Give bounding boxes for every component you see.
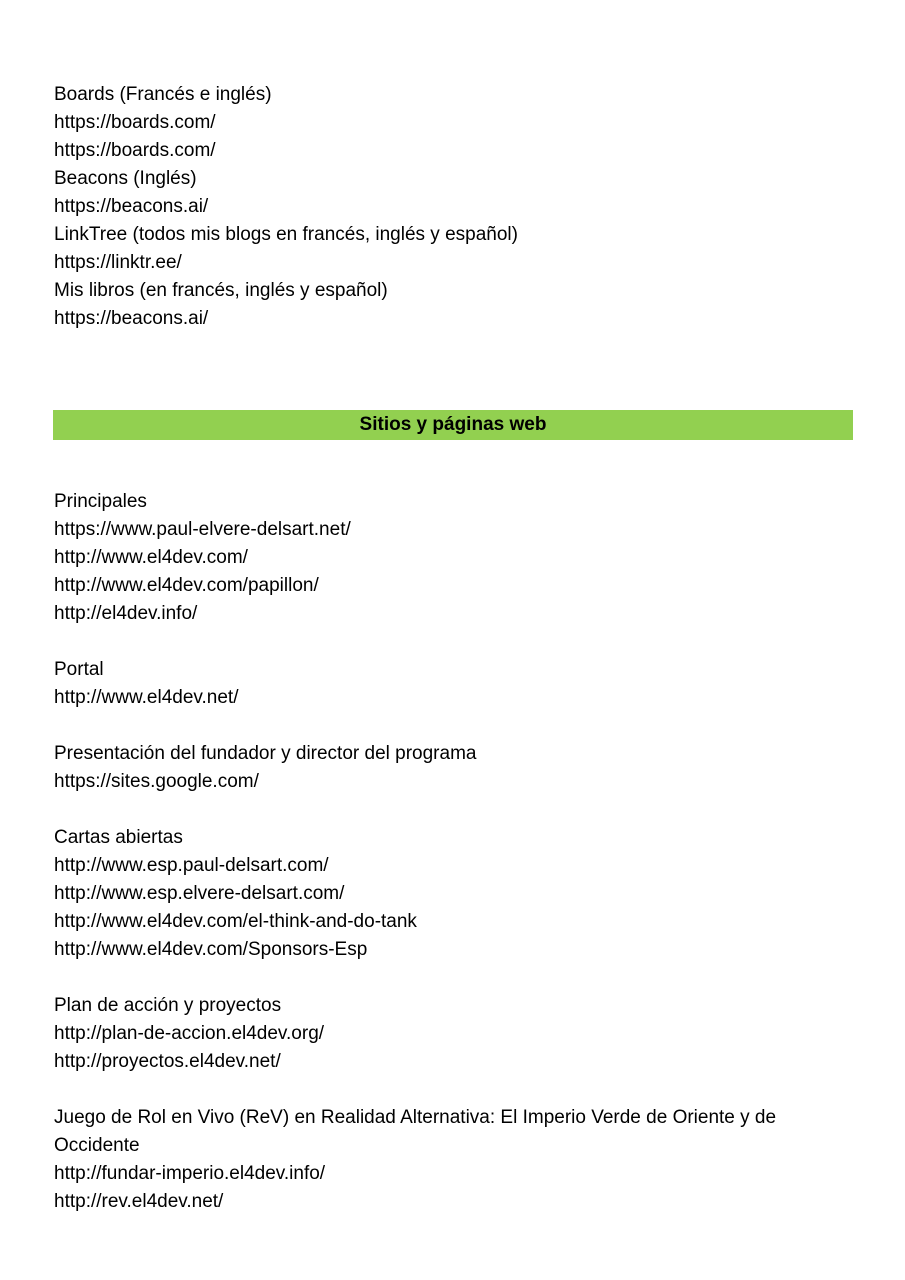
url-line: https://sites.google.com/ (54, 771, 259, 792)
url-line: https://beacons.ai/ (54, 196, 209, 217)
section-principales (54, 488, 854, 628)
url-line: http://www.el4dev.com/papillon/ (54, 575, 319, 596)
link-label-line: Boards (Francés e inglés) (54, 84, 272, 105)
section-title: Juego de Rol en Vivo (ReV) en Realidad Alternativa: El Imperio Verde de Oriente y de Occidente (54, 1107, 777, 1156)
url-line: http://www.el4dev.com/ (54, 547, 248, 568)
url-line: http://www.esp.paul-delsart.com/ (54, 855, 329, 876)
url-line: https://linktr.ee/ (54, 252, 182, 273)
url-line: http://www.el4dev.net/ (54, 687, 239, 708)
url-line: https://boards.com/ (54, 112, 216, 133)
section-title: Presentación del fundador y director del programa (54, 743, 477, 764)
section-portal (54, 656, 854, 712)
section-juego-de-rol (54, 1104, 854, 1216)
section-cartas-abiertas (54, 824, 854, 964)
link-label-line: Beacons (Inglés) (54, 168, 197, 189)
link-label-line: LinkTree (todos mis blogs en francés, inglés y español) (54, 224, 518, 245)
url-line: https://boards.com/ (54, 140, 216, 161)
social-links-block (54, 81, 854, 333)
link-label-line: Mis libros (en francés, inglés y español) (54, 280, 388, 301)
section-presentacion (54, 740, 854, 796)
url-line: http://rev.el4dev.net/ (54, 1191, 224, 1212)
section-title: Cartas abiertas (54, 827, 183, 848)
section-header-banner: Sitios y páginas web (53, 410, 853, 440)
sections-container (54, 488, 854, 1244)
url-line: http://plan-de-accion.el4dev.org/ (54, 1023, 325, 1044)
section-title: Portal (54, 659, 104, 680)
url-line: http://www.el4dev.com/Sponsors-Esp (54, 939, 368, 960)
url-line: http://el4dev.info/ (54, 603, 198, 624)
url-line: http://proyectos.el4dev.net/ (54, 1051, 281, 1072)
section-title: Principales (54, 491, 147, 512)
url-line: http://www.esp.elvere-delsart.com/ (54, 883, 345, 904)
url-line: http://fundar-imperio.el4dev.info/ (54, 1163, 326, 1184)
section-plan-de-accion (54, 992, 854, 1076)
section-title: Plan de acción y proyectos (54, 995, 282, 1016)
url-line: https://beacons.ai/ (54, 308, 209, 329)
url-line: https://www.paul-elvere-delsart.net/ (54, 519, 351, 540)
url-line: http://www.el4dev.com/el-think-and-do-tank (54, 911, 417, 932)
